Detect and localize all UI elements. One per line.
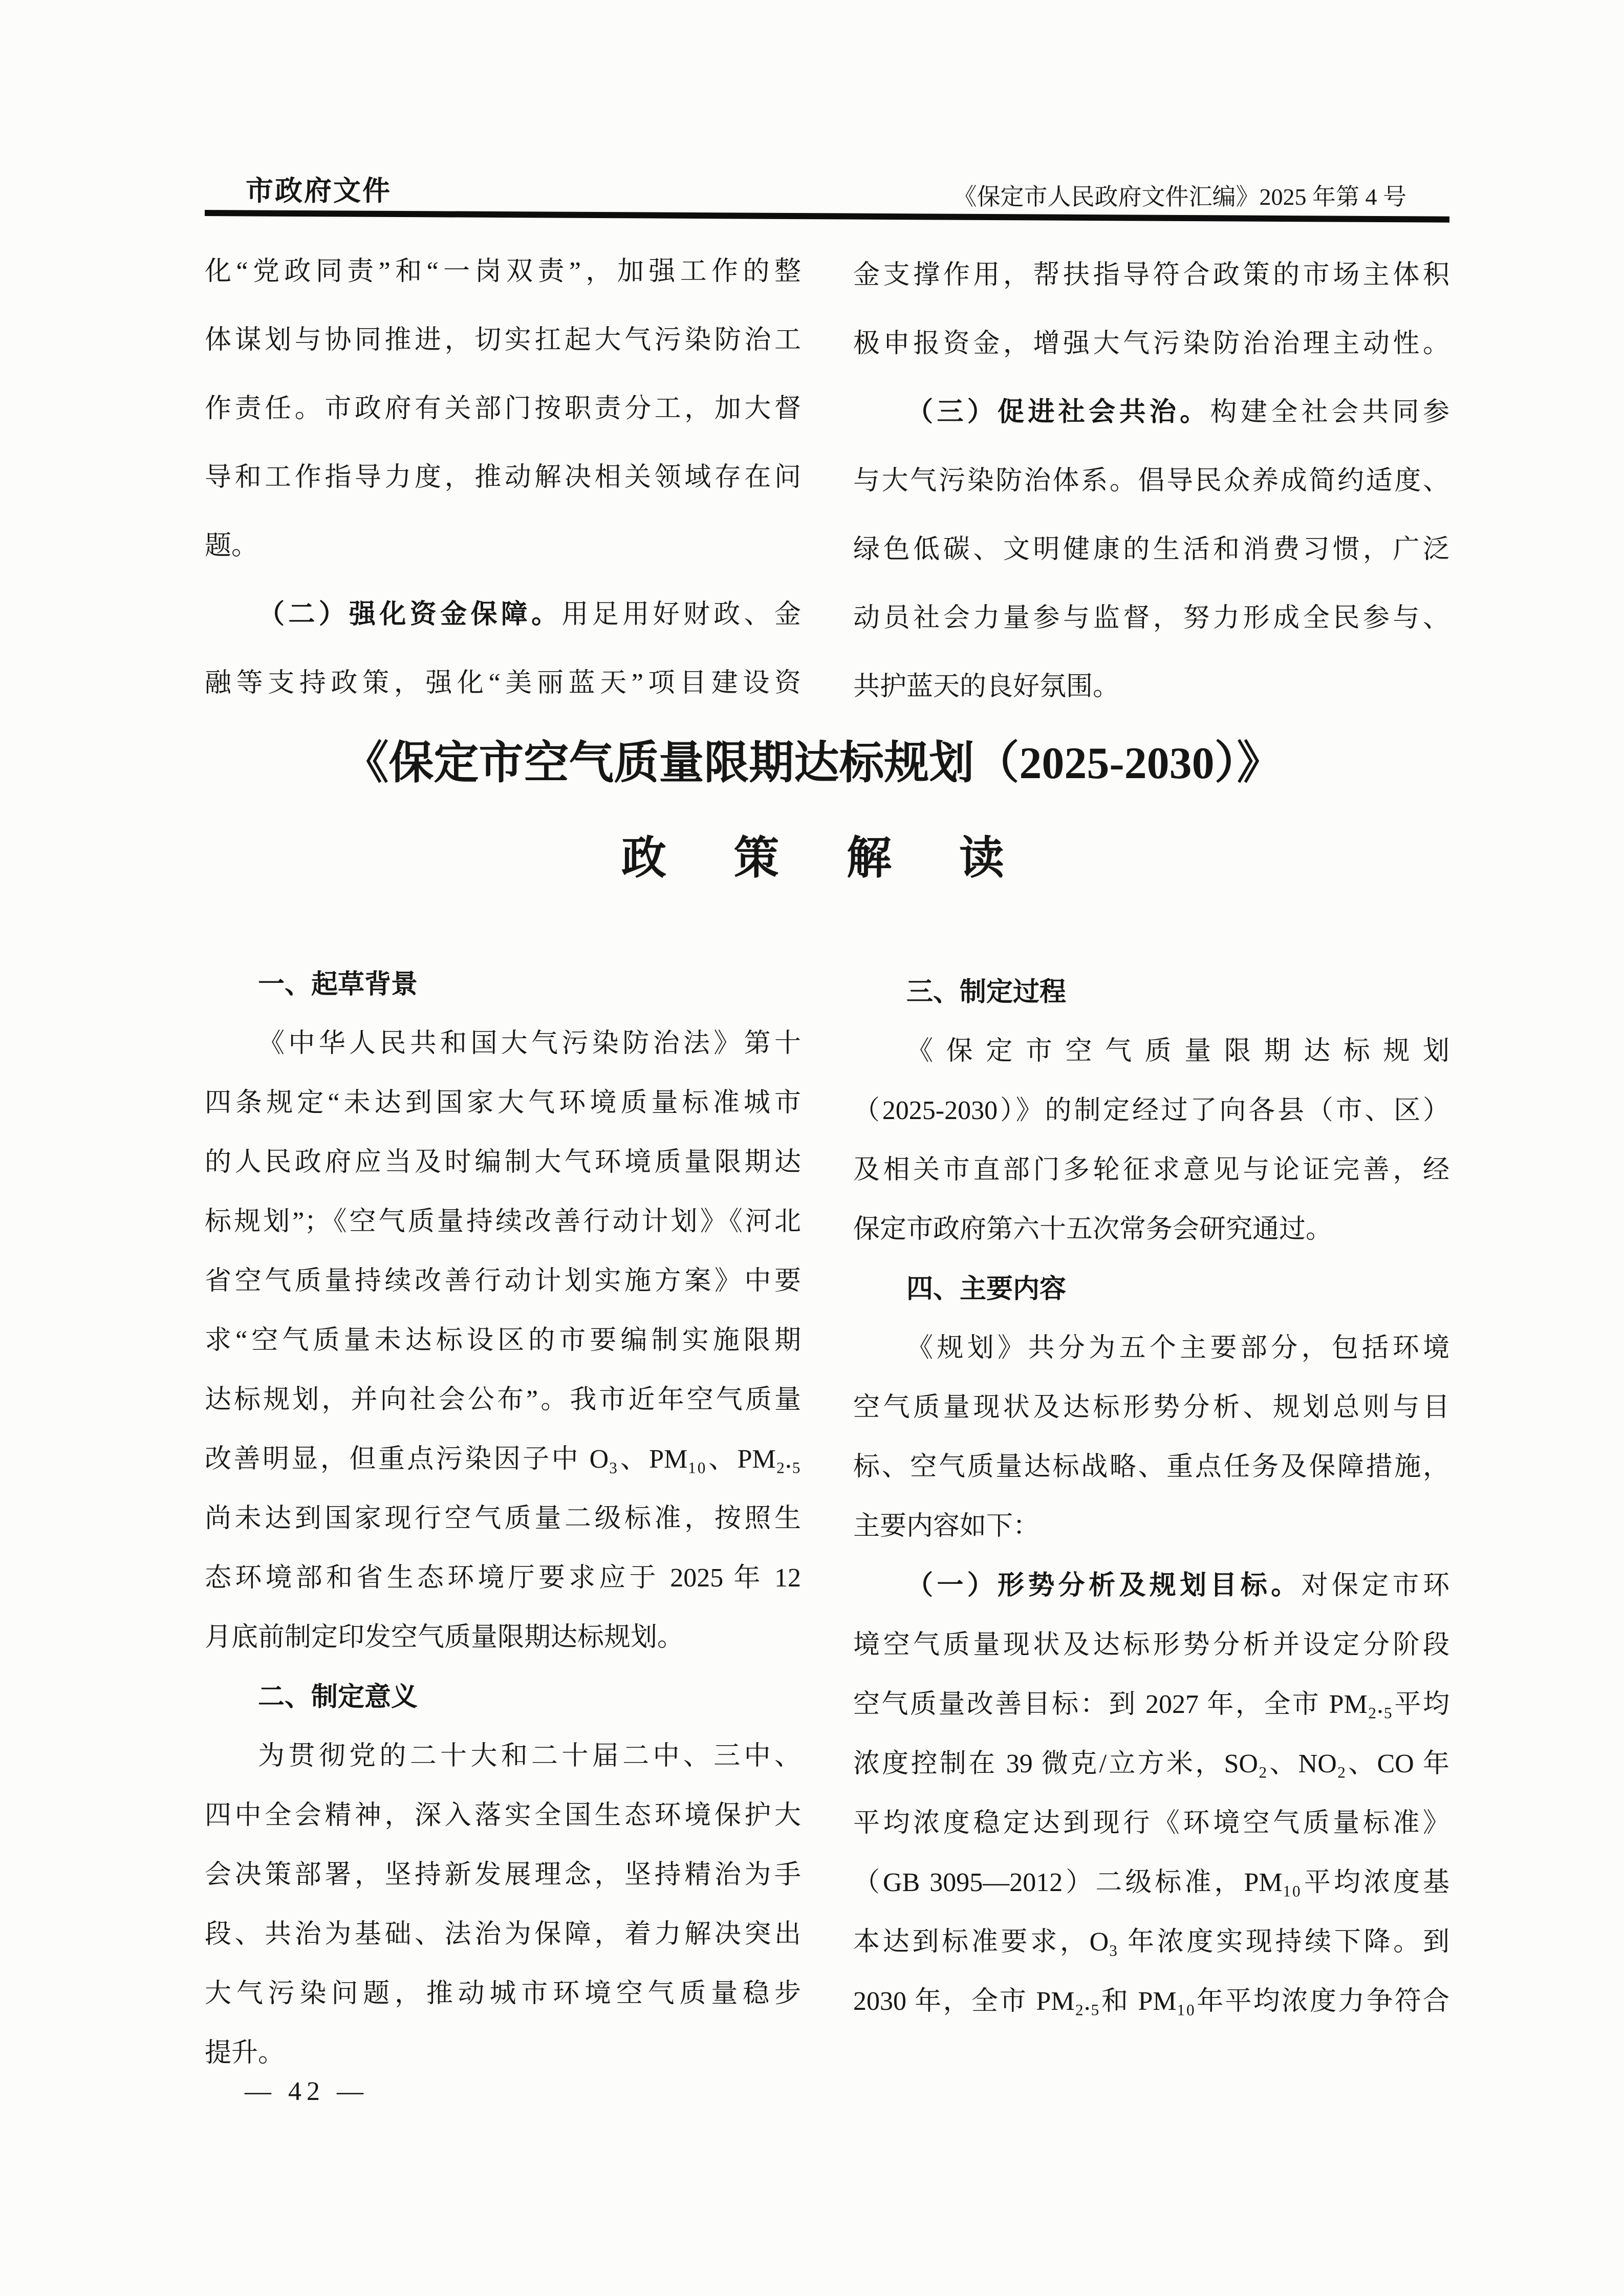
body-text: 达标规划，并向社会公布”。我市近年空气质量 bbox=[205, 1385, 801, 1414]
text-line bbox=[853, 468, 1449, 495]
body-text: 《中华人民共和国大气污染防治法》第十 bbox=[258, 1029, 801, 1058]
body-text: 构建全社会共同参 bbox=[1210, 398, 1449, 427]
text-line bbox=[205, 971, 801, 998]
body-text: 四中全会精神，深入落实全国生态环境保护大 bbox=[205, 1801, 801, 1830]
text-line bbox=[205, 1684, 801, 1710]
text-line bbox=[853, 1335, 1449, 1362]
text-line bbox=[205, 327, 801, 354]
body-text: 尚未达到国家现行空气质量二级标准，按照生 bbox=[205, 1504, 801, 1533]
body-text: 境空气质量现状及达标形势分析并设定分阶段 bbox=[853, 1630, 1449, 1660]
body-text: 平均浓度稳定达到现行《环境空气质量标准》 bbox=[853, 1809, 1449, 1838]
text-line bbox=[205, 1624, 801, 1651]
body-text: 导和工作指导力度，推动解决相关领域存在问 bbox=[205, 463, 801, 492]
body-text: 题。 bbox=[205, 531, 258, 561]
text-line bbox=[853, 1038, 1449, 1065]
text-line bbox=[853, 262, 1449, 289]
text-line bbox=[853, 1810, 1449, 1837]
body-text: 会决策部署，坚持新发展理念，坚持精治为手 bbox=[205, 1860, 801, 1890]
text-line bbox=[205, 259, 801, 285]
body-text: 《规划》共分为五个主要部分，包括环境 bbox=[906, 1334, 1449, 1363]
text-line bbox=[205, 602, 801, 628]
text-line bbox=[853, 1870, 1449, 1896]
body-text: 大气污染问题，推动城市环境空气质量稳步 bbox=[205, 1979, 801, 2008]
text-line bbox=[205, 1387, 801, 1413]
body-text: 主要内容如下： bbox=[853, 1512, 1040, 1541]
text-line bbox=[853, 1276, 1449, 1302]
bottom-right-column bbox=[853, 979, 1449, 2048]
body-text: 化“党政同责”和“一岗双责”，加强工作的整 bbox=[205, 257, 801, 286]
body-text: 提升。 bbox=[205, 2038, 285, 2068]
body-text: 融等支持政策，强化“美丽蓝天”项目建设资 bbox=[205, 669, 801, 698]
body-text: 态环境部和省生态环境厅要求应于 2025 年 12 bbox=[205, 1563, 801, 1593]
body-text: 用足用好财政、金 bbox=[561, 600, 801, 629]
emphasized-text: （一）形势分析及规划目标。 bbox=[906, 1571, 1302, 1600]
body-text: 四、主要内容 bbox=[906, 1274, 1067, 1304]
body-text: 求“空气质量未达标设区的市要编制实施限期 bbox=[205, 1326, 801, 1355]
text-line bbox=[853, 331, 1449, 357]
body-text: 一、起草背景 bbox=[258, 970, 418, 999]
body-text: 共护蓝天的良好氛围。 bbox=[853, 672, 1120, 701]
text-line bbox=[205, 396, 801, 422]
body-text: 空气质量现状及达标形势分析、规划总则与目 bbox=[853, 1393, 1449, 1422]
body-text: 空气质量改善目标：到 2027 年，全市 PM₂.₅平均 bbox=[853, 1690, 1449, 1719]
body-text: 绿色低碳、文明健康的生活和消费习惯，广泛 bbox=[853, 535, 1449, 564]
body-text: （GB 3095—2012）二级标准，PM₁₀平均浓度基 bbox=[853, 1868, 1449, 1897]
body-text: 省空气质量持续改善行动计划实施方案》中要 bbox=[205, 1267, 801, 1296]
body-text: 改善明显，但重点污染因子中 O₃、PM₁₀、PM₂.₅ bbox=[205, 1445, 801, 1474]
body-text: 动员社会力量参与监督，努力形成全民参与、 bbox=[853, 604, 1449, 633]
text-line bbox=[853, 1157, 1449, 1184]
body-text: 与大气污染防治体系。倡导民众养成简约适度、 bbox=[853, 466, 1449, 496]
header-left-label: 市政府文件 bbox=[246, 176, 392, 206]
text-line bbox=[205, 1862, 801, 1889]
body-text: 保定市政府第六十五次常务会研究通过。 bbox=[853, 1215, 1333, 1244]
text-line bbox=[853, 674, 1449, 700]
body-text: 作责任。市政府有关部门按职责分工，加大督 bbox=[205, 394, 801, 423]
text-line bbox=[205, 1446, 801, 1473]
text-line bbox=[205, 1981, 801, 2007]
body-text: 段、共治为基础、法治为保障，着力解决突出 bbox=[205, 1920, 801, 1949]
text-line bbox=[205, 1743, 801, 1770]
body-text: 及相关市直部门多轮征求意见与论证完善，经 bbox=[853, 1155, 1449, 1185]
text-line bbox=[853, 1394, 1449, 1421]
body-text: 体谋划与协同推进，切实扛起大气污染防治工 bbox=[205, 326, 801, 355]
text-line bbox=[205, 1803, 801, 1829]
text-line bbox=[205, 464, 801, 491]
text-line bbox=[205, 1031, 801, 1057]
body-text: 浓度控制在 39 微克/立方米，SO₂、NO₂、CO 年 bbox=[853, 1749, 1449, 1778]
text-line bbox=[853, 1691, 1449, 1718]
body-text: 三、制定过程 bbox=[906, 977, 1067, 1007]
text-line bbox=[853, 1513, 1449, 1540]
text-line bbox=[205, 1327, 801, 1354]
body-text: 2030 年，全市 PM₂.₅和 PM₁₀年平均浓度力争符合 bbox=[853, 1987, 1449, 2016]
text-line bbox=[853, 605, 1449, 632]
text-line bbox=[853, 1573, 1449, 1599]
bottom-left-column bbox=[205, 971, 801, 2099]
text-line bbox=[205, 1090, 801, 1117]
text-line bbox=[853, 1454, 1449, 1480]
body-text: 对保定市环 bbox=[1301, 1571, 1449, 1600]
document-title bbox=[190, 737, 1435, 887]
body-text: 金支撑作用，帮扶指导符合政策的市场主体积 bbox=[853, 261, 1449, 290]
text-line bbox=[853, 1632, 1449, 1659]
text-line bbox=[853, 399, 1449, 426]
body-text: 《保定市空气质量限期达标规划 bbox=[906, 1037, 1449, 1066]
title-line-2: 政策解读 bbox=[621, 834, 1072, 884]
text-line bbox=[853, 537, 1449, 563]
body-text: 二、制定意义 bbox=[258, 1682, 418, 1712]
text-line bbox=[853, 1216, 1449, 1243]
text-line bbox=[205, 1921, 801, 1948]
body-text: 月底前制定印发空气质量限期达标规划。 bbox=[205, 1623, 684, 1652]
top-right-column bbox=[853, 262, 1449, 742]
body-text: （2025-2030）》的制定经过了向各县（市、区） bbox=[853, 1096, 1449, 1125]
text-line bbox=[205, 1149, 801, 1176]
body-text: 标、空气质量达标战略、重点任务及保障措施， bbox=[853, 1452, 1449, 1482]
body-text: 为贯彻党的二十大和二十届二中、三中、 bbox=[258, 1742, 801, 1771]
text-line bbox=[205, 1565, 801, 1592]
text-line bbox=[853, 1988, 1449, 2015]
body-text: 的人民政府应当及时编制大气环境质量限期达 bbox=[205, 1148, 801, 1177]
text-line bbox=[205, 1209, 801, 1235]
text-line bbox=[853, 1929, 1449, 1956]
body-text: 标规划”；《空气质量持续改善行动计划》《河北 bbox=[205, 1207, 801, 1236]
top-left-column bbox=[205, 259, 801, 739]
emphasized-text: （三）促进社会共治。 bbox=[906, 398, 1210, 427]
text-line bbox=[853, 1098, 1449, 1124]
text-line bbox=[205, 1268, 801, 1295]
text-line bbox=[205, 670, 801, 697]
header-right-label: 《保定市人民政府文件汇编》2025 年第 4 号 bbox=[953, 184, 1406, 210]
text-line bbox=[205, 533, 801, 560]
text-line bbox=[205, 1506, 801, 1532]
emphasized-text: （二）强化资金保障。 bbox=[258, 600, 562, 629]
body-text: 极申报资金，增强大气污染防治治理主动性。 bbox=[853, 329, 1449, 358]
text-line bbox=[205, 2040, 801, 2067]
title-line-1: 《保定市空气质量限期达标规划（2025-2030）》 bbox=[343, 739, 1282, 788]
body-text: 四条规定“未达到国家大气环境质量标准城市 bbox=[205, 1088, 801, 1118]
text-line bbox=[853, 1751, 1449, 1777]
body-text: 本达到标准要求，O₃ 年浓度实现持续下降。到 bbox=[853, 1927, 1449, 1957]
page-number: — 42 — bbox=[245, 2077, 369, 2106]
text-line bbox=[853, 979, 1449, 1005]
